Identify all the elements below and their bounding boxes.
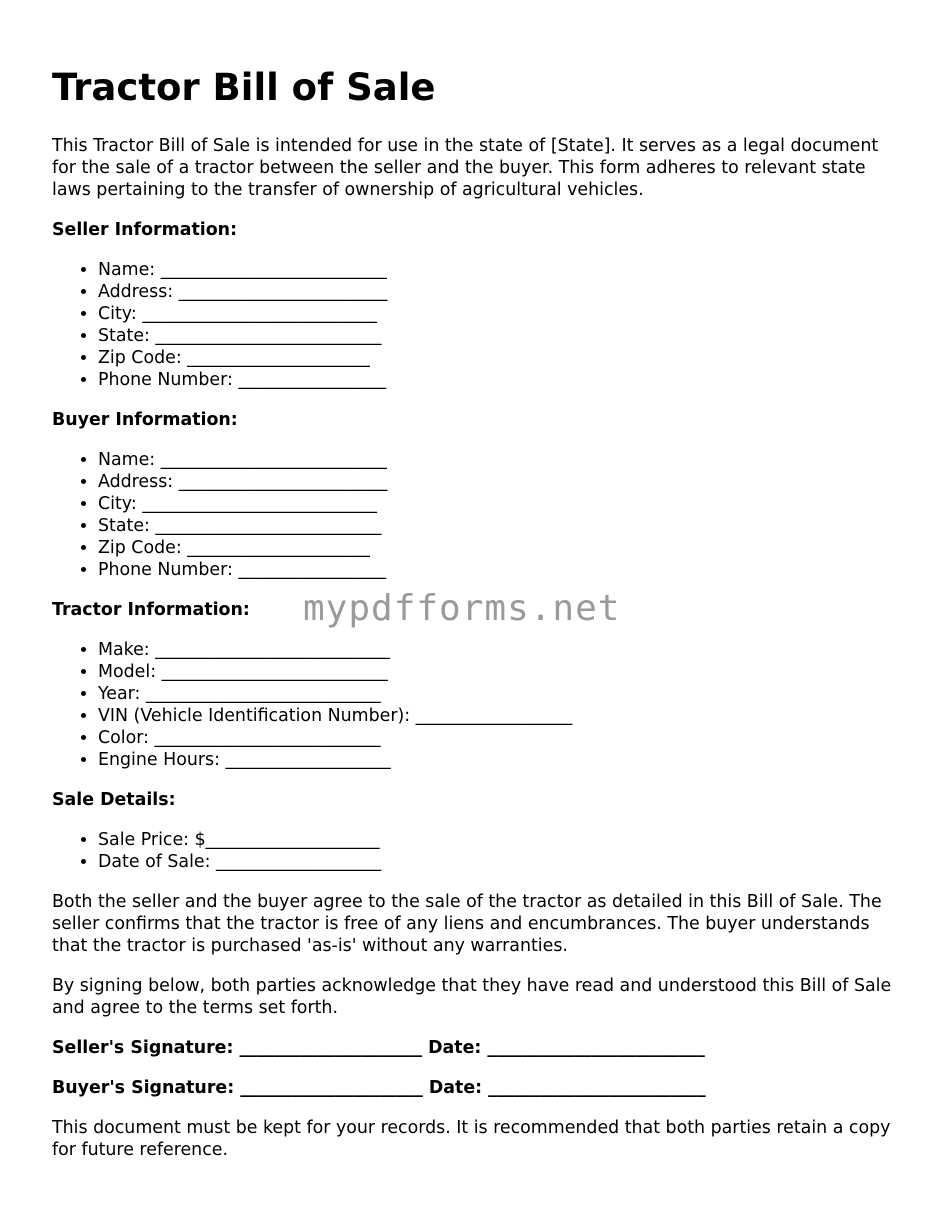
tractor-engine-hours-field[interactable]: • Engine Hours: ___________________ — [98, 749, 902, 771]
acknowledgement-paragraph: By signing below, both parties acknowledge that they have read and understood this Bill of Sale and agree to the terms set forth. — [52, 976, 892, 1018]
sale-price-field[interactable]: • Sale Price: $____________________ — [98, 829, 902, 851]
seller-zip-field[interactable]: • Zip Code: _____________________ — [98, 347, 902, 369]
tractor-vin-field[interactable]: • VIN (Vehicle Identification Number): __________________ — [98, 705, 902, 727]
buyer-name-field[interactable]: • Name: __________________________ — [98, 449, 902, 471]
tractor-color-field[interactable]: • Color: __________________________ — [98, 727, 902, 749]
buyer-heading: Buyer Information: — [52, 410, 238, 430]
watermark-text: mypdfforms.net — [303, 588, 621, 629]
agreement-paragraph: Both the seller and the buyer agree to the sale of the tractor as detailed in this Bill of Sale. The seller confirms that the tractor is free of any liens and encumbrances. The buyer understands that the tractor is purchased 'as-is' without any warranties. — [52, 892, 882, 956]
seller-fields — [52, 259, 902, 391]
sale-heading: Sale Details: — [52, 790, 176, 810]
sale-fields — [52, 829, 902, 873]
seller-address-field[interactable]: • Address: ________________________ — [98, 281, 902, 303]
buyer-state-field[interactable]: • State: __________________________ — [98, 515, 902, 537]
buyer-signature-line[interactable]: Buyer's Signature: _____________________ Date: _________________________ — [52, 1078, 706, 1098]
document-title: Tractor Bill of Sale — [52, 66, 436, 109]
seller-name-field[interactable]: • Name: __________________________ — [98, 259, 902, 281]
document-body — [52, 135, 902, 1179]
tractor-heading: Tractor Information: — [52, 600, 250, 620]
buyer-city-field[interactable]: • City: ___________________________ — [98, 493, 902, 515]
intro-paragraph: This Tractor Bill of Sale is intended for use in the state of [State]. It serves as a legal document for the sale of a tractor between the seller and the buyer. This form adheres to relevant state laws pertaining to the transfer of ownership of agricultural vehicles. — [52, 136, 879, 200]
seller-phone-field[interactable]: • Phone Number: _________________ — [98, 369, 902, 391]
footer-note: This document must be kept for your records. It is recommended that both parties retain a copy for future reference. — [52, 1118, 891, 1160]
buyer-fields — [52, 449, 902, 581]
tractor-fields — [52, 639, 902, 771]
tractor-make-field[interactable]: • Make: ___________________________ — [98, 639, 902, 661]
seller-signature-line[interactable]: Seller's Signature: _____________________ Date: _________________________ — [52, 1038, 705, 1058]
tractor-model-field[interactable]: • Model: __________________________ — [98, 661, 902, 683]
seller-state-field[interactable]: • State: __________________________ — [98, 325, 902, 347]
sale-date-field[interactable]: • Date of Sale: ___________________ — [98, 851, 902, 873]
seller-city-field[interactable]: • City: ___________________________ — [98, 303, 902, 325]
buyer-zip-field[interactable]: • Zip Code: _____________________ — [98, 537, 902, 559]
tractor-year-field[interactable]: • Year: ___________________________ — [98, 683, 902, 705]
seller-heading: Seller Information: — [52, 220, 238, 240]
buyer-phone-field[interactable]: • Phone Number: _________________ — [98, 559, 902, 581]
buyer-address-field[interactable]: • Address: ________________________ — [98, 471, 902, 493]
